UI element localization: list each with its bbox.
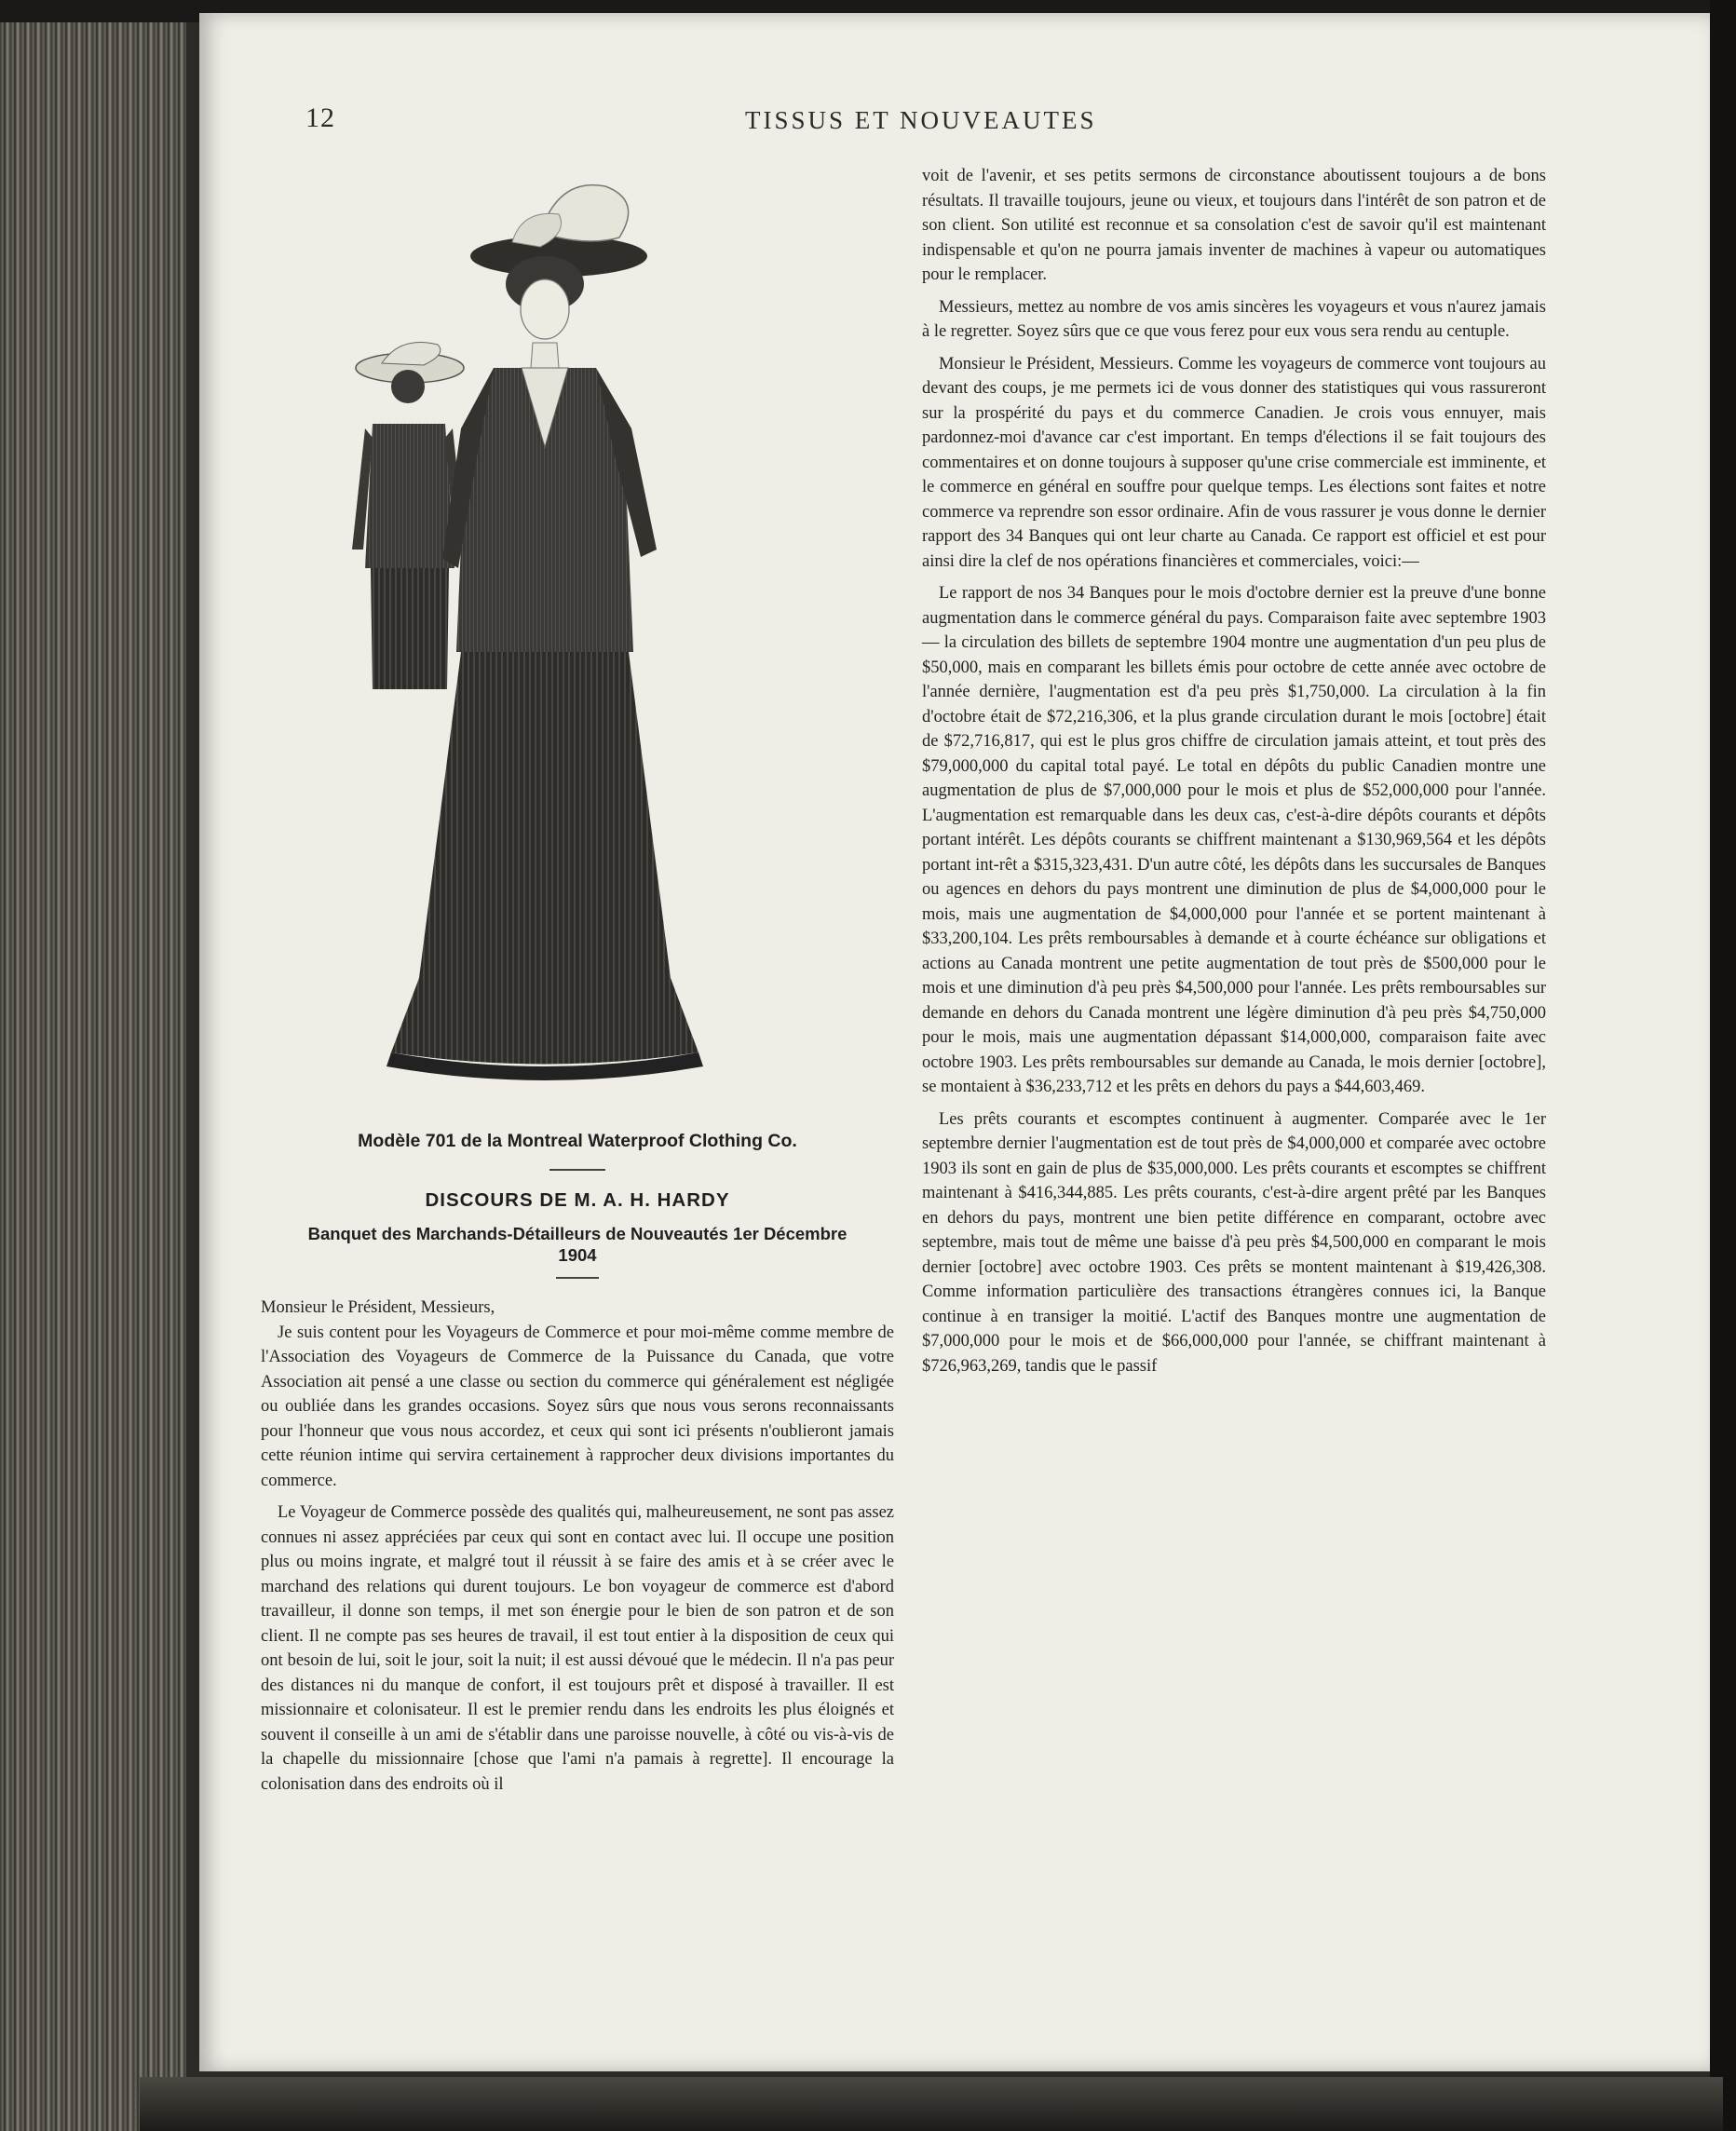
- paragraph: Les prêts courants et escomptes continuent à augmenter. Comparée avec le 1er septembre dernier l'augmentation est de tout près de $4,000,000 et comparée avec octobre 1903 ils sont en gain de plus de $35,000,000. Les prêts courants et escomptes se chiffrent maintenant à $416,344,885. Les prêts courants, c'est-à-dire argent prêté par les Banques en dehors du pays, montrent une bien petite différence en comparant, octobre avec septembre, mais tout de même une baisse d'à peu près $4,500,000 en comparant le mois dernier [octobre] avec octobre 1903. Ces prêts se montent maintenant à $19,426,308. Comme information particulière des transactions étrangères connues ici, la Banque continue à en transiger la moitié. L'actif des Banques montre une augmentation de $7,000,000 pour le mois et de $66,000,000 pour l'année, se chiffrant maintenant à $726,963,269, tandis que le passif: [922, 1109, 1546, 1376]
- page-number: 12: [305, 102, 335, 133]
- salutation: Monsieur le Président, Messieurs,: [261, 1298, 495, 1317]
- paragraph: Le rapport de nos 34 Banques pour le mois d'octobre dernier est la preuve d'une bonne augmentation dans le commerce général du pays. Comparaison faite avec septembre 1903 — la circulation des billets de septembre 1904 montre une augmentation d'un peu plus de $50,000, mais en comparant les billets émis pour octobre de cette année avec octobre de l'année dernière, l'augmentation est d'a peu près $1,750,000. La circulation à la fin d'octobre était de $72,216,306, et la plus grande circulation durant le mois [octobre] était de $72,716,817, qui est le plus gros chiffre de circulation jamais atteint, et tout près des $79,000,000 du capital total payé. Le total en dépôts du public Canadien montre une augmentation de plus de $7,000,000 pour le mois et plus de $52,000,000 pour l'année. L'augmentation est remarquable dans les deux cas, c'est-à-dire dépôts courants et dépôts portant intérêt. Les dépôts courants se chiffrent maintenant a $130,969,564 et les dépôts portant int-rêt a $315,323,431. D'un autre côté, les dépôts dans les succursales de Banques ou agences en dehors du pays montrent une diminution de plus de $4,000,000 pour le mois, mais une augmentation de $4,000,000 pour l'année et se portent maintenant à $33,200,104. Les prêts remboursables à demande et à courte échéance sur obligations et actions au Canada montrent une petite augmentation de tout près de $500,000 pour le mois et une diminution d'à peu près $4,500,000 pour l'année. Les prêts remboursables sur demande en dehors du Canada montrent une légère diminution d'à peu près $4,750,000 pour le mois, mais une augmentation dépassant $14,000,000, comparaison faite avec octobre 1903. Les prêts remboursables sur demande au Canada, le mois dernier [octobre], se montaient à $36,233,712 et les prêts en dehors du pays a $44,603,469.: [922, 584, 1546, 1096]
- paragraph: Monsieur le Président, Messieurs. Comme les voyageurs de commerce vont toujours au devant des coups, je me permets ici de vous donner des statistiques qui vous rassureront sur la prospérité du pays et du commerce Canadien. Je crois vous ennuyer, mais pardonnez-moi d'avance car c'est important. En temps d'élections il se fait toujours des commentaires et on donne toujours à supposer qu'une crise commerciale est imminente, et le commerce en général en souffre pour quelque temps. Les élections sont faites et notre commerce va reprendre son essor ordinaire. Afin de vous rassurer je vous donne le dernier rapport des 34 Banques qui ont leur charte au Canada. Ce rapport est officiel et est pour ainsi dire la clef de nos opérations financières et commerciales, voici:—: [922, 354, 1546, 571]
- divider-rule: [549, 1169, 605, 1171]
- figure-caption: Modèle 701 de la Montreal Waterproof Clothing Co.: [358, 1131, 797, 1151]
- paragraph: Je suis content pour les Voyageurs de Commerce et pour moi-même comme membre de l'Association des Voyageurs de Commerce de la Puissance du Canada, que votre Association ait pensé a une classe ou section du commerce qui généralement est négligée ou oubliée dans les grandes occasions. Soyez sûrs que nous vous serons reconnaissants pour l'honneur que vous nous accordez, et ceux qui sont ici présents n'oublieront jamais cette réunion intime qui servira certainement à rapprocher deux divisions importantes du commerce.: [261, 1323, 894, 1490]
- paragraph: Le Voyageur de Commerce possède des qualités qui, malheureusement, ne sont pas assez connues ni assez appréciées par ceux qui sont en contact avec lui. Il occupe une position plus ou moins ingrate, et malgré tout il réussit à se faire des amis et à se créer avec le marchand des relations qui durent toujours. Le bon voyageur de commerce est d'abord travailleur, il donne son temps, il met son énergie pour le bien de son patron et de son client. Il ne compte pas ses heures de travail, il est tout entier à la disposition de ceux qui ont besoin de lui, soit le jour, soit la nuit; il est aussi dévoué que le médecin. Il n'a pas peur des distances ni du manque de confort, il est toujours prêt et disposé à travailler. Il est missionnaire et colonisateur. Il est le premier rendu dans les endroits les plus éloignés et souvent il conseille à un ami de s'établir dans une paroisse nouvelle, à côté ou vis-à-vis de la chapelle du missionnaire [chose que l'ami n'a pamais à regrette]. Il encourage la colonisation dans des endroits où il: [261, 1503, 894, 1794]
- left-column: [261, 158, 894, 1804]
- scanner-bottom-margin: [140, 2077, 1723, 2131]
- scanner-right-margin: [1710, 0, 1736, 2131]
- left-body-text: [261, 1321, 894, 1798]
- fashion-illustration: [261, 158, 894, 1108]
- fashion-engraving: [261, 158, 894, 1108]
- right-column: [922, 164, 1546, 1386]
- right-body-text: [922, 164, 1546, 1378]
- paragraph: voit de l'avenir, et ses petits sermons de circonstance aboutissent toujours a de bons résultats. Il travaille toujours, jeune ou vieux, et toujours dans l'intérêt de son patron et de son client. Son utilité est reconnue et sa consolation c'est de savoir qu'il est maintenant indispensable et qu'on ne pourra jamais inventer de machines à vapeur ou automatiques pour le remplacer.: [922, 167, 1546, 284]
- paragraph: Messieurs, mettez au nombre de vos amis sincères les voyageurs et vous n'aurez jamais à le regretter. Soyez sûrs que ce que vous ferez pour eux vous sera rendu au centuple.: [922, 297, 1546, 341]
- divider-rule-2: [556, 1277, 599, 1279]
- article-heading: DISCOURS DE M. A. H. HARDY: [425, 1189, 730, 1211]
- article-subheading: Banquet des Marchands-Détailleurs de Nouveautés 1er Décembre 1904: [307, 1224, 848, 1265]
- running-title: TISSUS ET NOUVEAUTES: [745, 106, 1097, 134]
- book-page-edges: [0, 0, 186, 2131]
